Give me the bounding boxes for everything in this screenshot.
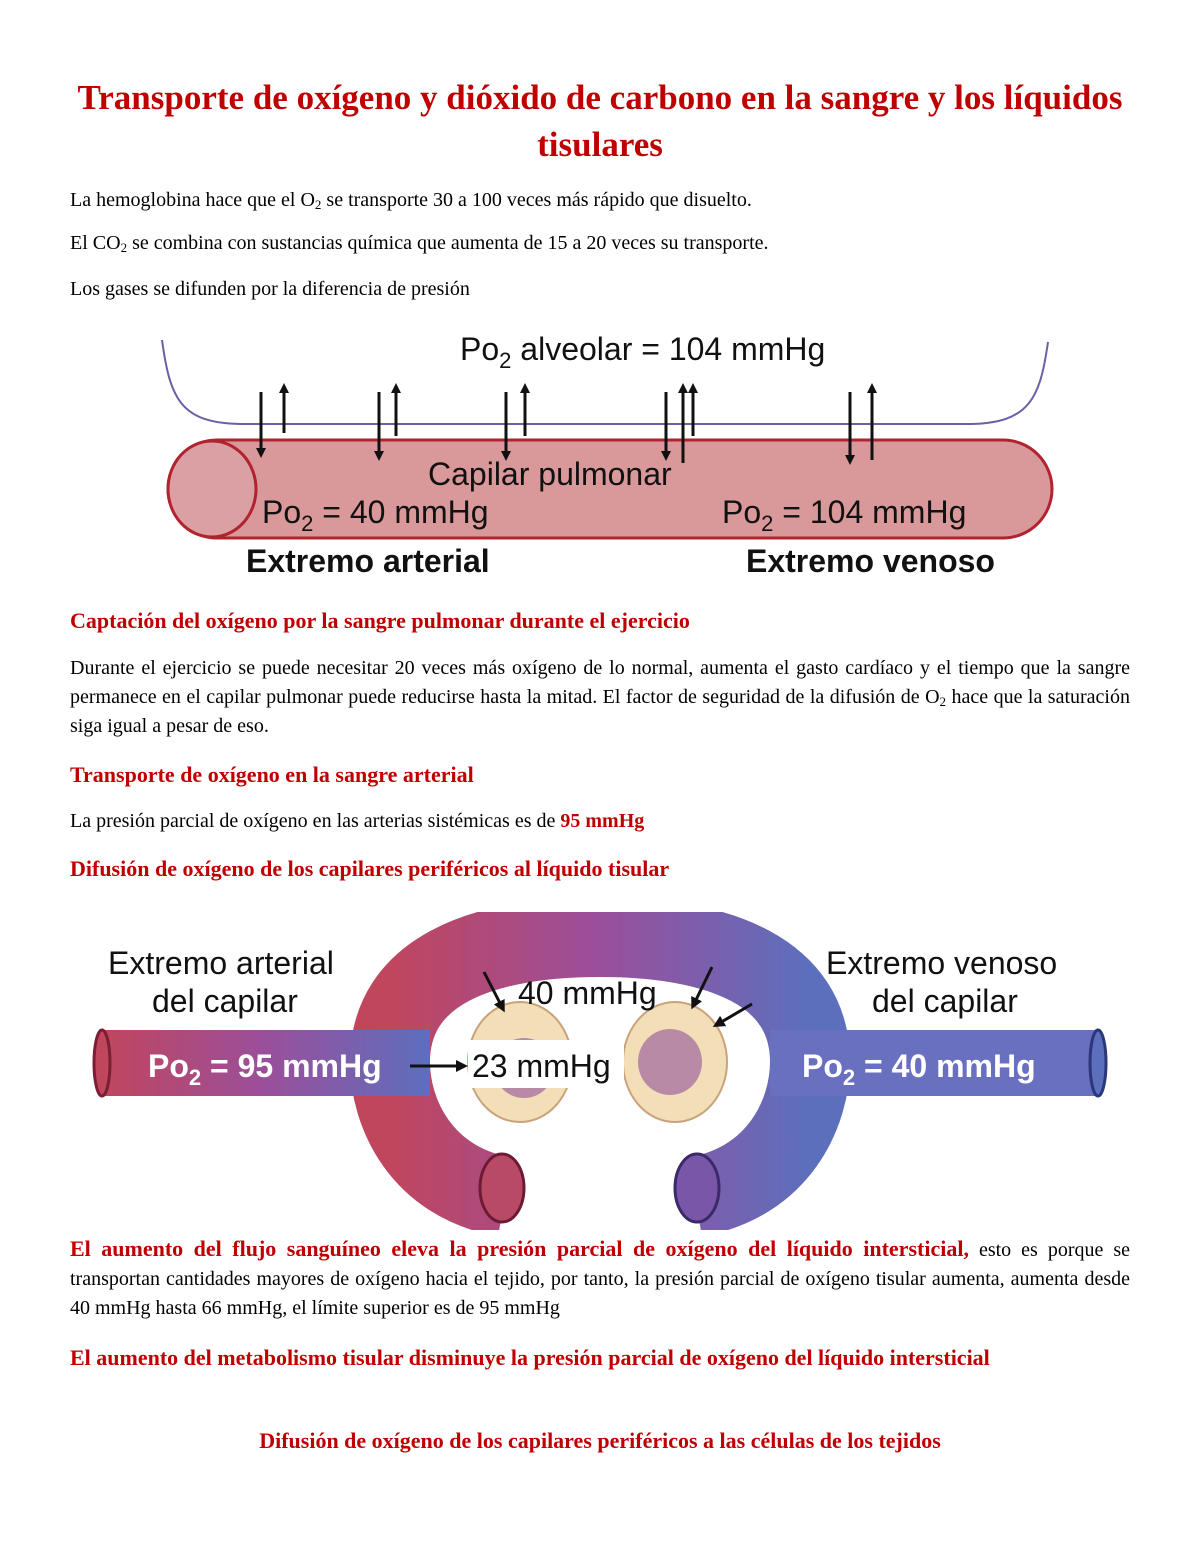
tissue-pressure-label: 40 mmHg xyxy=(518,975,657,1011)
venous-end-label: Extremo venoso xyxy=(746,543,995,579)
intro-paragraph-1 xyxy=(70,186,1130,215)
intro-paragraph-3: Los gases se difunden por la diferencia de presión xyxy=(70,278,470,300)
venous-end-label-line1: Extremo venoso xyxy=(826,945,1058,981)
arterial-end-label-line1: Extremo arterial xyxy=(108,945,334,981)
pulmonary-capillary-diagram xyxy=(150,328,1060,588)
cell-nucleus-right xyxy=(638,1029,702,1095)
intro-p2-subscript: 2 xyxy=(120,240,128,255)
venous-end-label-line2: del capilar xyxy=(872,983,1018,1019)
arterial-body-text: La presión parcial de oxígeno en las arterias sistémicas es de xyxy=(70,810,561,832)
venous-return-opening xyxy=(675,1154,719,1222)
intro-p2-text-b: se combina con sustancias química que aumenta de 15 a 20 veces su transporte. xyxy=(127,232,769,254)
section-heading-cell-diffusion: Difusión de oxígeno de los capilares periféricos a las células de los tejidos xyxy=(259,1428,941,1453)
section-blood-flow-paragraph xyxy=(70,1234,1130,1323)
intro-p1-subscript: 2 xyxy=(314,197,322,212)
section-arterial-body xyxy=(70,807,1130,836)
section-heading-peripheral-diffusion: Difusión de oxígeno de los capilares periféricos al líquido tisular xyxy=(70,856,670,881)
section-heading-metabolism: El aumento del metabolismo tisular disminuye la presión parcial de oxígeno del líquido intersticial xyxy=(70,1345,990,1370)
venous-opening xyxy=(1090,1030,1106,1096)
exercise-body-text-b: hace que la saturación siga igual a pesar de eso. xyxy=(70,686,1130,737)
arterial-pressure-highlight: 95 mmHg xyxy=(560,810,645,832)
blood-flow-body-text: esto es porque se transportan cantidades mayores de oxígeno hacia el tejido, por tanto, la presión parcial de oxígeno tisular aumenta, aumenta desde 40 mmHg hasta 66 mmHg, el límite superior es de 95 mmHg xyxy=(70,1239,1131,1319)
capillary-label: Capilar pulmonar xyxy=(428,456,672,492)
alveolar-po2-label: $Po_2$ alveolar = 104 mmHg xyxy=(460,331,826,373)
intro-p1-text-b: se transporte 30 a 100 veces más rápido que disuelto. xyxy=(321,189,752,211)
peripheral-capillary-diagram xyxy=(90,912,1110,1230)
capillary-opening xyxy=(168,441,256,537)
section-heading-exercise: Captación del oxígeno por la sangre pulmonar durante el ejercicio xyxy=(70,608,690,633)
venous-po2-label: $Po_2 = 104$ mmHg xyxy=(722,494,967,536)
arterial-opening xyxy=(94,1030,110,1096)
intro-p1-text-a: La hemoglobina hace que el O xyxy=(70,189,315,211)
intro-p2-text-a: El CO xyxy=(70,232,121,254)
arterial-end-label-line2: del capilar xyxy=(152,983,298,1019)
arterial-return-opening xyxy=(480,1154,524,1222)
venous-po2-label: $Po_2 = 40$ mmHg xyxy=(802,1048,1036,1090)
document-title: Transporte de oxígeno y dióxido de carbono en la sangre y los líquidos tisulares xyxy=(77,78,1123,164)
arterial-po2-label: $Po_2 = 40$ mmHg xyxy=(262,494,489,536)
cell-pressure-label: 23 mmHg xyxy=(472,1048,611,1084)
arterial-po2-label: $Po_2 = 95$ mmHg xyxy=(148,1048,382,1090)
exercise-body-subscript: 2 xyxy=(939,694,947,709)
section-heading-blood-flow: El aumento del flujo sanguíneo eleva la presión parcial de oxígeno del líquido intersticial, xyxy=(70,1236,969,1261)
exercise-body-text-a: Durante el ejercicio se puede necesitar 20 veces más oxígeno de lo normal, aumenta el gasto cardíaco y el tiempo que la sangre permanece en el capilar pulmonar puede reducirse hasta la mitad. El factor de seguridad de la difusión de O xyxy=(70,657,1130,708)
section-heading-arterial-blood: Transporte de oxígeno en la sangre arterial xyxy=(70,762,474,787)
section-exercise-body xyxy=(70,654,1130,741)
arterial-end-label: Extremo arterial xyxy=(246,543,490,579)
diffusion-arrow xyxy=(718,1004,752,1024)
intro-paragraph-2 xyxy=(70,229,1130,258)
